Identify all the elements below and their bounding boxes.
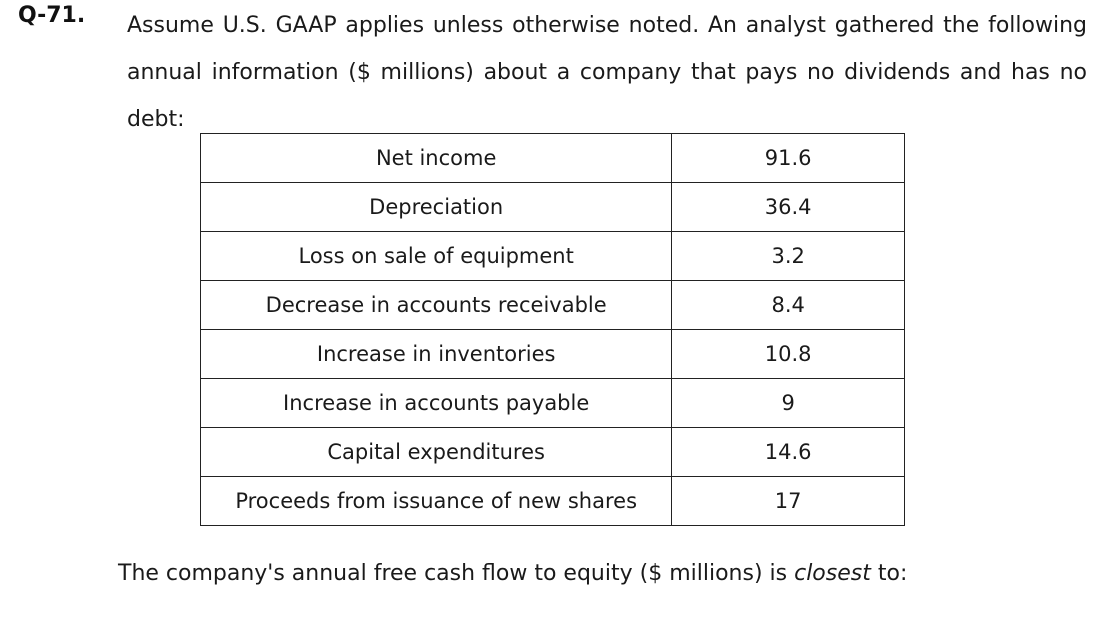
row-value: 9 <box>672 379 905 428</box>
prompt-text-before: The company's annual free cash flow to equity ($ millions) is <box>118 561 795 586</box>
row-label: Loss on sale of equipment <box>201 232 672 281</box>
row-label: Proceeds from issuance of new shares <box>201 477 672 526</box>
table-row <box>201 281 905 330</box>
stem-line: annual information ($ millions) about a company that pays no dividends and has no <box>127 60 1087 85</box>
table-row <box>201 183 905 232</box>
row-value: 10.8 <box>672 330 905 379</box>
question-stem <box>127 2 1087 143</box>
question-prompt <box>118 558 907 590</box>
row-value: 8.4 <box>672 281 905 330</box>
table-row <box>201 379 905 428</box>
row-value: 14.6 <box>672 428 905 477</box>
row-value: 91.6 <box>672 134 905 183</box>
prompt-emphasis: closest <box>794 561 871 586</box>
row-label: Depreciation <box>201 183 672 232</box>
financial-data-table <box>200 133 905 526</box>
row-value: 36.4 <box>672 183 905 232</box>
table-row <box>201 330 905 379</box>
row-label: Decrease in accounts receivable <box>201 281 672 330</box>
table-row <box>201 477 905 526</box>
question-number: Q-71. <box>18 3 86 28</box>
row-value: 17 <box>672 477 905 526</box>
row-label: Capital expenditures <box>201 428 672 477</box>
row-value: 3.2 <box>672 232 905 281</box>
row-label: Increase in accounts payable <box>201 379 672 428</box>
stem-line: debt: <box>127 107 185 132</box>
stem-line: Assume U.S. GAAP applies unless otherwise noted. An analyst gathered the following <box>127 13 1087 38</box>
prompt-text-after: to: <box>870 561 908 586</box>
table-row <box>201 134 905 183</box>
row-label: Net income <box>201 134 672 183</box>
row-label: Increase in inventories <box>201 330 672 379</box>
table-row <box>201 428 905 477</box>
table-row <box>201 232 905 281</box>
